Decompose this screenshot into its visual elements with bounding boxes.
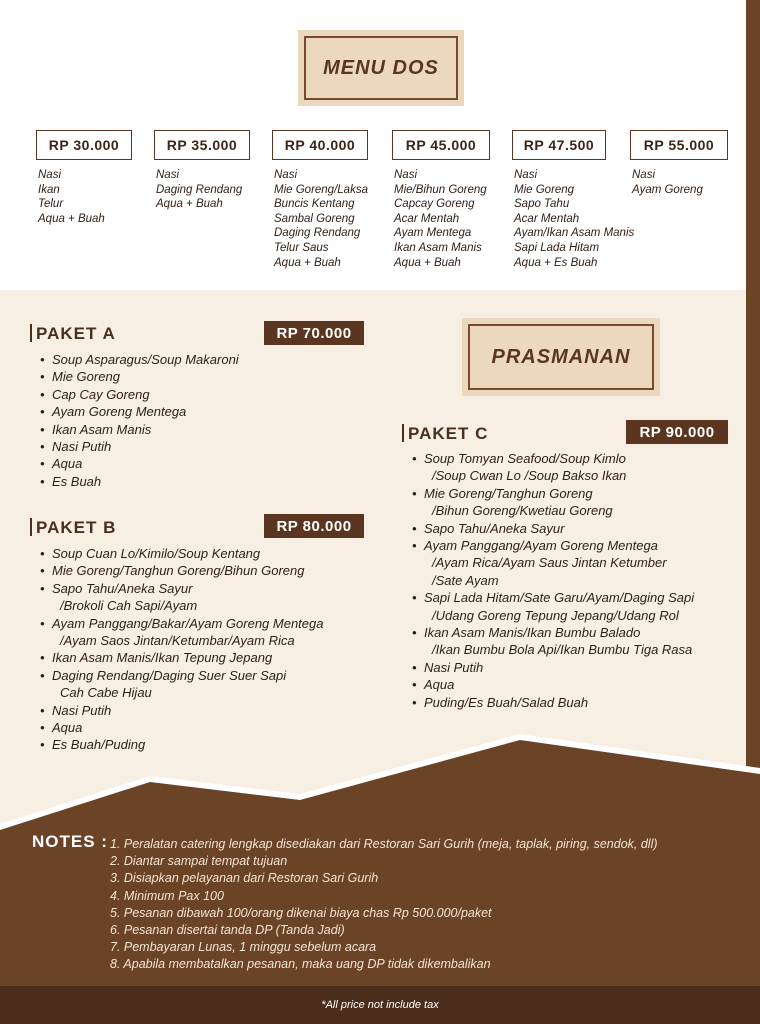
paket-a-title: PAKET A [30, 324, 116, 344]
menu-item-continuation: /Udang Goreng Tepung Jepang/Udang Rol [432, 607, 679, 623]
menu-item [410, 624, 694, 659]
menu-item [38, 421, 239, 438]
menu-dos-item: Acar Mentah [514, 212, 580, 225]
menu-dos-price-6: RP 55.000 [630, 130, 728, 160]
paket-a-list [38, 351, 239, 490]
menu-item-text: • Mie Goreng [52, 369, 120, 385]
notes-list [110, 836, 658, 974]
menu-item [38, 615, 323, 650]
paket-b-title: PAKET B [30, 518, 116, 538]
footer-text: *All price not include tax [321, 999, 439, 1011]
menu-item-text: • Es Buah [52, 473, 102, 489]
menu-item-text: • Mie Goreng/Tanghun Goreng [424, 485, 593, 501]
menu-item-continuation: /Brokoli Cah Sapi/Ayam [60, 598, 198, 614]
menu-dos-item: Sapi Lada Hitam [514, 241, 600, 254]
menu-item-text: • Es Buah/Puding [52, 737, 146, 753]
menu-item-text: • Soup Cuan Lo/Kimilo/Soup Kentang [52, 546, 261, 561]
menu-dos-item: Sambal Goreng [274, 212, 355, 225]
menu-item-continuation: Cah Cabe Hijau [60, 685, 152, 701]
menu-dos-item: Ayam Mentega [394, 227, 472, 240]
menu-dos-price-3: RP 40.000 [272, 130, 368, 160]
menu-item-text: • Ikan Asam Manis/Ikan Tepung Jepang [52, 650, 273, 666]
menu-item [38, 545, 323, 562]
menu-item-text: • Ikan Asam Manis [52, 421, 152, 437]
menu-item-text: • Sapi Lada Hitam/Sate Garu/Ayam/Daging Sapi [424, 590, 695, 606]
paket-c-price: RP 90.000 [626, 420, 728, 444]
menu-item-text: • Sapo Tahu/Aneka Sayur [424, 520, 565, 536]
menu-dos-items-5 [514, 168, 634, 270]
menu-item-text: • Cap Cay Goreng [52, 386, 150, 402]
menu-item-text: • Ayam Panggang/Bakar/Ayam Goreng Mentega [52, 615, 324, 631]
menu-item [410, 537, 694, 589]
menu-item [410, 520, 694, 537]
paket-c-title: PAKET C [402, 424, 488, 444]
menu-dos-price-5: RP 47.500 [512, 130, 606, 160]
menu-dos-item: Ayam/Ikan Asam Manis [514, 227, 635, 240]
menu-dos-item: Mie/Bihun Goreng [394, 183, 487, 196]
prasmanan-title: PRASMANAN [491, 345, 631, 368]
menu-item-text: • Nasi Putih [52, 439, 112, 455]
menu-item-text: • Ikan Asam Manis/Ikan Bumbu Balado [424, 625, 641, 641]
menu-dos-items-2 [156, 168, 242, 212]
note-item: 4. Minimum Pax 100 [110, 888, 224, 903]
note-item: 3. Disiapkan pelayanan dari Restoran Sari Gurih [110, 871, 379, 886]
menu-dos-item: Sapo Tahu [514, 198, 570, 211]
menu-item [38, 702, 323, 719]
menu-dos-item: Aqua + Buah [38, 212, 105, 225]
menu-item-continuation: /Bihun Goreng/Kwetiau Goreng [432, 503, 613, 519]
menu-dos-items-6 [632, 168, 703, 197]
menu-item [38, 438, 239, 455]
menu-item [38, 667, 323, 702]
note-item: 7. Pembayaran Lunas, 1 minggu sebelum acara [110, 940, 377, 955]
menu-dos-title-box [298, 30, 464, 106]
menu-item-text: • Aqua [52, 720, 83, 736]
menu-dos-item: Telur [38, 198, 64, 211]
menu-item [410, 659, 694, 676]
menu-item [38, 580, 323, 615]
menu-item [38, 649, 323, 666]
footer-bar [0, 986, 760, 1024]
note-item: 2. Diantar sampai tempat tujuan [110, 854, 288, 869]
menu-item [38, 403, 239, 420]
menu-dos-item: Buncis Kentang [274, 198, 355, 211]
menu-item-text: • Soup Tomyan Seafood/Soup Kimlo [424, 451, 626, 466]
menu-item-continuation: /Ikan Bumbu Bola Api/Ikan Bumbu Tiga Rasa [432, 642, 693, 658]
menu-dos-item: Ikan [38, 183, 60, 196]
menu-dos-item: Mie Goreng [514, 183, 575, 196]
menu-dos-item: Acar Mentah [394, 212, 460, 225]
note-item: 5. Pesanan dibawah 100/orang dikenai biaya chas Rp 500.000/paket [110, 905, 492, 920]
paket-b-price: RP 80.000 [264, 514, 364, 538]
menu-item-continuation: /Ayam Rica/Ayam Saus Jintan Ketumber [432, 555, 667, 571]
menu-dos-item: Daging Rendang [156, 183, 243, 196]
menu-dos-item: Mie Goreng/Laksa [274, 183, 368, 196]
menu-item-text: • Mie Goreng/Tanghun Goreng/Bihun Goreng [52, 563, 305, 579]
menu-item [410, 485, 694, 520]
menu-item-text: • Sapo Tahu/Aneka Sayur [52, 580, 193, 596]
menu-dos-item: Aqua + Buah [274, 256, 341, 269]
menu-dos-price-4: RP 45.000 [392, 130, 490, 160]
menu-item-text: • Puding/Es Buah/Salad Buah [424, 694, 589, 710]
menu-dos-items-4 [394, 168, 487, 270]
menu-dos-item: Capcay Goreng [394, 198, 475, 211]
menu-dos-item: Nasi [38, 169, 62, 181]
paket-c-list [410, 450, 694, 711]
menu-item [410, 694, 694, 711]
menu-item-text: • Ayam Goreng Mentega [52, 404, 187, 420]
menu-dos-price-2: RP 35.000 [154, 130, 250, 160]
note-item: 6. Pesanan disertai tanda DP (Tanda Jadi) [110, 923, 345, 938]
menu-dos-item: Nasi [156, 169, 180, 181]
menu-item [38, 562, 323, 579]
menu-item-continuation: /Ayam Saos Jintan/Ketumbar/Ayam Rica [60, 633, 295, 649]
menu-dos-item: Aqua + Buah [156, 198, 223, 211]
menu-dos-item: Aqua + Buah [394, 256, 461, 269]
menu-item-continuation: /Sate Ayam [432, 572, 499, 588]
menu-item-text: • Aqua [52, 456, 83, 472]
menu-dos-price-1: RP 30.000 [36, 130, 132, 160]
menu-item [410, 589, 694, 624]
menu-dos-item: Nasi [514, 169, 538, 181]
menu-item [38, 455, 239, 472]
menu-item [38, 473, 239, 490]
menu-dos-title: MENU DOS [323, 56, 439, 79]
menu-item [410, 450, 694, 485]
note-item: 8. Apabila membatalkan pesanan, maka uang DP tidak dikembalikan [110, 957, 491, 972]
menu-dos-item: Ikan Asam Manis [394, 241, 482, 254]
menu-item-text: • Soup Asparagus/Soup Makaroni [52, 352, 239, 367]
menu-dos-item: Daging Rendang [274, 227, 361, 240]
menu-dos-item: Ayam Goreng [632, 183, 703, 196]
menu-dos-item: Aqua + Es Buah [514, 256, 598, 269]
menu-item [38, 386, 239, 403]
menu-dos-items-1 [38, 168, 105, 226]
menu-item-text: • Ayam Panggang/Ayam Goreng Mentega [424, 538, 658, 554]
menu-dos-items-3 [274, 168, 368, 270]
menu-item-text: • Nasi Putih [424, 659, 484, 675]
menu-dos-item: Telur Saus [274, 241, 329, 254]
menu-item-text: • Daging Rendang/Daging Suer Suer Sapi [52, 667, 287, 683]
menu-dos-item: Nasi [394, 169, 418, 181]
menu-item-text: • Nasi Putih [52, 702, 112, 718]
menu-dos-item: Nasi [274, 169, 298, 181]
menu-item [38, 351, 239, 368]
paket-a-price: RP 70.000 [264, 321, 364, 345]
menu-item-text: • Aqua [424, 677, 455, 693]
menu-item [38, 368, 239, 385]
note-item: 1. Peralatan catering lengkap disediakan dari Restoran Sari Gurih (meja, taplak, piring, sendok, dll) [110, 837, 658, 851]
menu-item-continuation: /Soup Cwan Lo /Soup Bakso Ikan [432, 468, 627, 484]
menu-item [410, 676, 694, 693]
prasmanan-title-box [462, 318, 660, 396]
menu-dos-item: Nasi [632, 169, 656, 181]
notes-label: NOTES : [32, 832, 108, 851]
